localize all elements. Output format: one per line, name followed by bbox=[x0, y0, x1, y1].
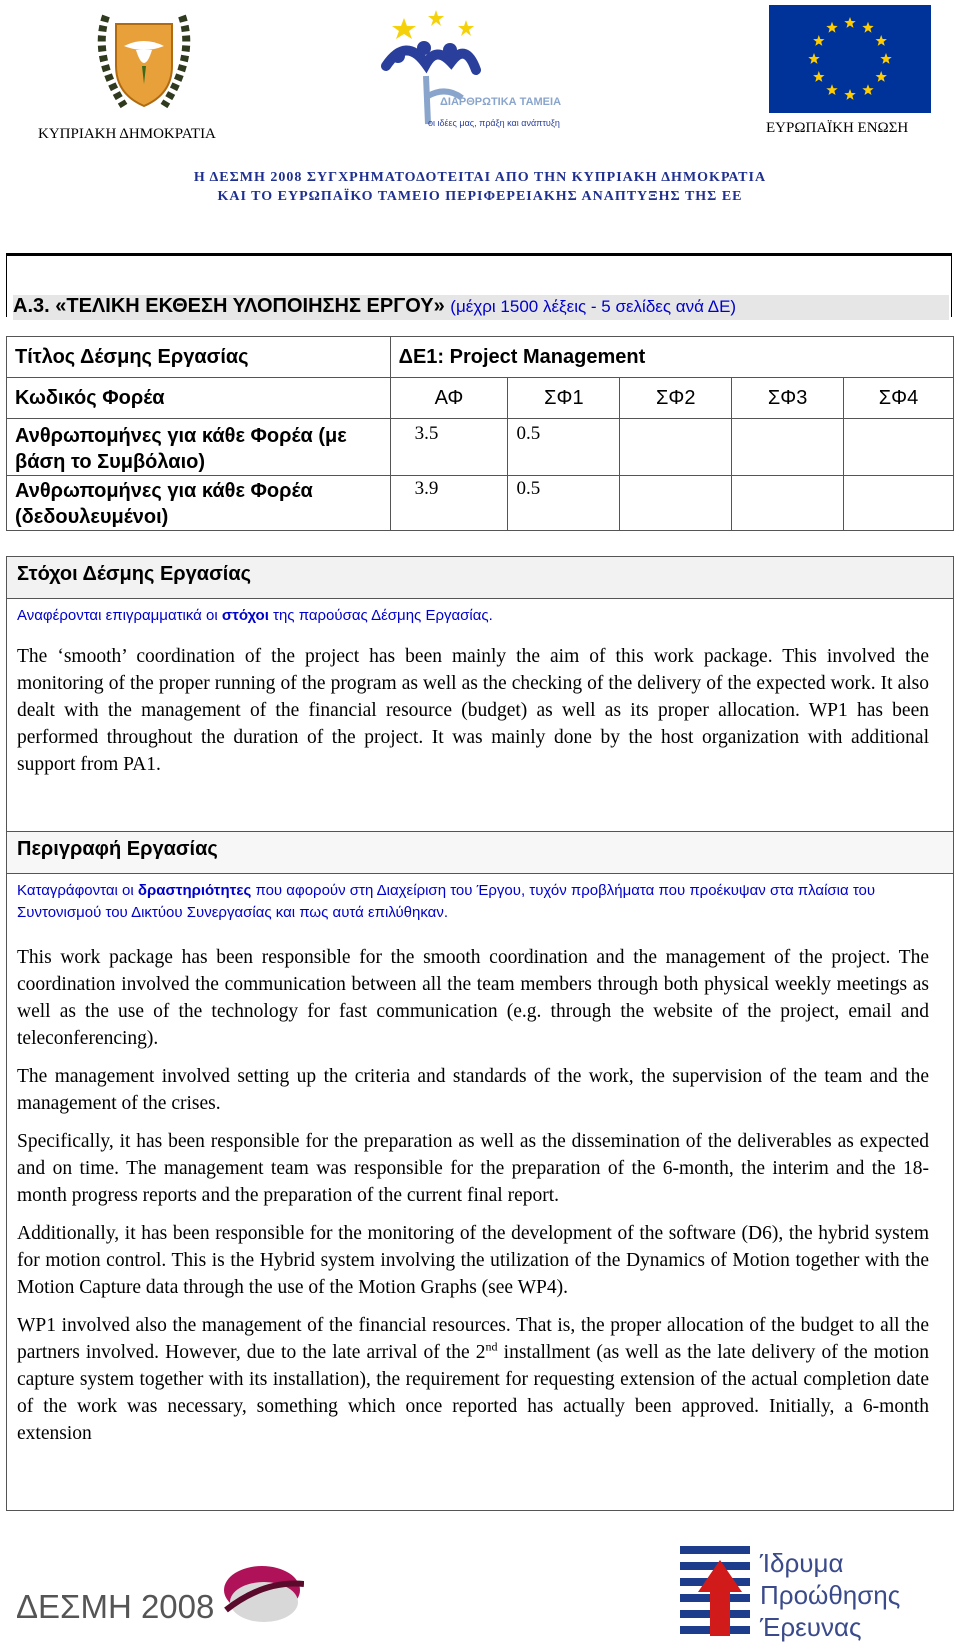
cell-value: 3.5 bbox=[390, 419, 508, 476]
table-row bbox=[7, 476, 954, 531]
partner-header: ΣΦ3 bbox=[732, 378, 844, 419]
cell-value bbox=[620, 476, 732, 531]
cyprus-emblem bbox=[84, 6, 204, 118]
ordinal-suffix: nd bbox=[485, 1339, 498, 1354]
code-label: Κωδικός Φορέα bbox=[7, 378, 391, 419]
title-label: Τίτλος Δέσμης Εργασίας bbox=[7, 337, 391, 378]
cell-value bbox=[844, 419, 954, 476]
eu-star-icon bbox=[813, 71, 824, 82]
instruction-bold: στόχοι bbox=[221, 607, 269, 624]
cell-value bbox=[844, 476, 954, 531]
eu-star-icon bbox=[876, 71, 887, 82]
table-row bbox=[7, 337, 954, 378]
paragraph: This work package has been responsible for the smooth coordination and the management of the project. The coordination involved the communication between all the team members through both physical weekly meetings as well as the use of the technology for fast communication (e.g. through the website of the project, email and teleconferencing). bbox=[17, 947, 929, 1049]
description-heading: Περιγραφή Εργασίας bbox=[7, 832, 953, 874]
funding-banner-line-2: ΚΑΙ ΤΟ ΕΥΡΩΠΑΪΚΟ ΤΑΜΕΙΟ ΠΕΡΙΦΕΡΕΙΑΚΗΣ ΑΝΑΠΤΥΞΗΣ ΤΗΣ ΕΕ bbox=[217, 189, 743, 204]
contract-months-label: Ανθρωπομήνες για κάθε Φορέα (με βάση το Συμβόλαιο) bbox=[7, 419, 391, 476]
objectives-heading: Στόχοι Δέσμης Εργασίας bbox=[7, 557, 953, 599]
desmi-2008-label: ΔΕΣΜΗ 2008 bbox=[16, 1588, 215, 1625]
table-row bbox=[7, 378, 954, 419]
instruction-text: που αφορούν στη Διαχείριση του Έργου, τυχόν προβλήματα που προέκυψαν στα πλαίσια του Συντονισμού του Δικτύου Συνεργασίας και πως αυτά επιλύθηκαν. bbox=[17, 882, 876, 921]
description-body bbox=[7, 944, 953, 1447]
instruction-text: Καταγράφονται οι bbox=[17, 882, 138, 899]
cyprus-label: ΚΥΠΡΙΑΚΗ ΔΗΜΟΚΡΑΤΙΑ bbox=[38, 126, 216, 142]
partner-header: ΑΦ bbox=[390, 378, 508, 419]
work-package-info-table bbox=[6, 336, 954, 531]
eu-star-icon bbox=[808, 53, 819, 64]
partner-header: ΣΦ1 bbox=[508, 378, 620, 419]
research-foundation-line-2: Προώθησης bbox=[760, 1580, 901, 1610]
cell-value: 0.5 bbox=[508, 476, 620, 531]
section-title-text: Α.3. «ΤΕΛΙΚΗ ΕΚΘΕΣΗ ΥΛΟΠΟΙΗΣΗΣ ΕΡΓΟΥ» bbox=[13, 295, 445, 317]
eu-star-icon bbox=[862, 84, 873, 95]
structural-funds-title: ΔΙΑΡΘΡΩΤΙΚΑ ΤΑΜΕΙΑ bbox=[440, 96, 562, 108]
paragraph-text: WP1 involved also the management of the financial resources. That is, the proper allocation of the budget to all the partners involved. However, due to the late arrival of the 2 bbox=[17, 1315, 929, 1363]
section-title bbox=[13, 295, 949, 320]
eu-star-icon bbox=[826, 84, 837, 95]
paragraph: Specifically, it has been responsible for the preparation as well as the dissemination of the deliverables as expected and on time. The management team was responsible for the preparation of the 6-month, the interim and the 18-month progress reports and the preparation of the current final report. bbox=[17, 1131, 929, 1206]
instruction-bold: δραστηριότητες bbox=[137, 882, 252, 899]
funding-banner-line-1: Η ΔΕΣΜΗ 2008 ΣΥΓΧΡΗΜΑΤΟΔΟΤΕΙΤΑΙ ΑΠΟ ΤΗΝ ΚΥΠΡΙΑΚΗ ΔΗΜΟΚΡΑΤΙΑ bbox=[193, 170, 767, 185]
instruction-text: Αναφέρονται επιγραμματικά οι bbox=[17, 607, 222, 624]
research-foundation-logo bbox=[680, 1540, 770, 1640]
table-row bbox=[7, 419, 954, 476]
paragraph: Additionally, it has been responsible for the monitoring of the development of the software (D6), the hybrid system for motion control. This is the Hybrid system involving the utilization of the Dynamics of Motion together with the Motion Capture data through the use of the Motion Graphs (see WP4). bbox=[17, 1223, 929, 1298]
cell-value: 3.9 bbox=[390, 476, 508, 531]
eu-star-icon bbox=[862, 22, 873, 33]
eu-star-icon bbox=[844, 17, 855, 28]
cell-value bbox=[620, 419, 732, 476]
eu-star-icon bbox=[844, 89, 855, 100]
objectives-text: The ‘smooth’ coordination of the project has been mainly the aim of this work package. This involved the monitoring of the proper running of the program as well as the checking of the delivery of the expected work. It also dealt with the management of the financial resource (budget) as well as its proper allocation. WP1 has been performed throughout the duration of the project. It was mainly done by the host organization with additional support from PA1. bbox=[17, 646, 929, 775]
worked-months-label: Ανθρωπομήνες για κάθε Φορέα (δεδουλευμένοι) bbox=[7, 476, 391, 531]
objectives-box bbox=[6, 556, 954, 832]
description-box bbox=[6, 831, 954, 1511]
partner-header: ΣΦ2 bbox=[620, 378, 732, 419]
eu-label: ΕΥΡΩΠΑΪΚΗ ΕΝΩΣΗ bbox=[766, 120, 909, 136]
description-instruction bbox=[7, 874, 953, 924]
cell-value: 0.5 bbox=[508, 419, 620, 476]
title-value: ΔΕ1: Project Management bbox=[390, 337, 953, 378]
cell-value bbox=[732, 419, 844, 476]
research-foundation-line-3: Έρευνας bbox=[760, 1612, 862, 1642]
instruction-text: της παρούσας Δέσμης Εργασίας. bbox=[268, 607, 493, 624]
paragraph bbox=[17, 1312, 929, 1447]
page-bottom-rule bbox=[6, 1510, 954, 1511]
eu-flag bbox=[769, 5, 931, 113]
structural-funds-motto: οι ιδέες μας, πράξη και ανάπτυξη bbox=[428, 118, 560, 128]
eu-star-icon bbox=[880, 53, 891, 64]
eu-star-icon bbox=[826, 22, 837, 33]
cell-value bbox=[732, 476, 844, 531]
research-foundation-line-1: Ίδρυμα bbox=[760, 1548, 844, 1578]
paragraph: The management involved setting up the criteria and standards of the work, the supervision of the team and the management of the crises. bbox=[17, 1066, 929, 1114]
section-title-hint: (μέχρι 1500 λέξεις - 5 σελίδες ανά ΔΕ) bbox=[450, 297, 737, 316]
paragraph-text: installment (as well as the late delivery of the motion capture system together with its installation), the requirement for requesting extension of the actual completion date of the work was necessary, something which once reported has actually been approved. Initially, a 6-month extension bbox=[17, 1342, 929, 1444]
objectives-instruction bbox=[7, 599, 953, 627]
partner-header: ΣΦ4 bbox=[844, 378, 954, 419]
eu-star-icon bbox=[876, 35, 887, 46]
eu-star-icon bbox=[813, 35, 824, 46]
